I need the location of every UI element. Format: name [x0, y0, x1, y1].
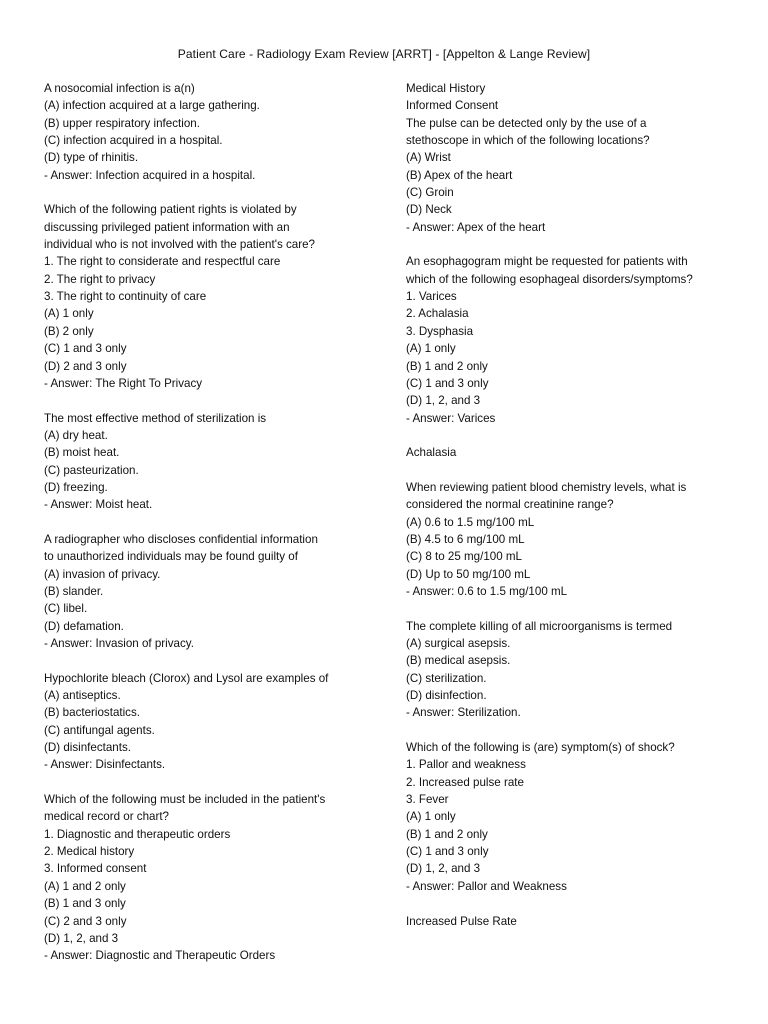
text-line: (C) 1 and 3 only	[44, 342, 127, 356]
text-line: The complete killing of all microorganisms is termed	[406, 619, 673, 633]
text-line: Hypochlorite bleach (Clorox) and Lysol are examples of	[44, 671, 329, 685]
text-line: (C) 1 and 3 only	[406, 845, 489, 859]
text-line: The pulse can be detected only by the use of a	[406, 116, 647, 130]
question-block	[406, 80, 736, 236]
text-line: (B) moist heat.	[44, 446, 120, 460]
right-column	[406, 80, 736, 947]
text-line: An esophagogram might be requested for patients with	[406, 255, 688, 269]
text-line: - Answer: Pallor and Weakness	[406, 879, 567, 893]
text-line: (D) disinfectants.	[44, 741, 131, 755]
text-line: (B) 1 and 3 only	[44, 897, 126, 911]
text-line: 2. Medical history	[44, 845, 135, 859]
text-line: - Answer: Varices	[406, 411, 496, 425]
text-line: When reviewing patient blood chemistry levels, what is	[406, 480, 687, 494]
text-line: 3. Informed consent	[44, 862, 147, 876]
question-block	[406, 739, 736, 895]
text-line: (C) libel.	[44, 602, 88, 616]
text-line: 1. Pallor and weakness	[406, 758, 526, 772]
text-line: (A) 1 only	[44, 307, 94, 321]
text-line: (D) 1, 2, and 3	[406, 394, 481, 408]
text-line: (A) 0.6 to 1.5 mg/100 mL	[406, 515, 535, 529]
text-line: (B) slander.	[44, 584, 104, 598]
text-line: - Answer: Diagnostic and Therapeutic Orders	[44, 949, 276, 963]
text-line: Which of the following must be included in the patient's	[44, 793, 326, 807]
text-line: (C) antifungal agents.	[44, 723, 155, 737]
text-line: 1. Diagnostic and therapeutic orders	[44, 827, 231, 841]
text-line: A radiographer who discloses confidential information	[44, 532, 318, 546]
text-line: - Answer: Sterilization.	[406, 706, 521, 720]
text-line: (D) freezing.	[44, 480, 108, 494]
text-line: stethoscope in which of the following locations?	[406, 134, 650, 148]
text-line: Which of the following is (are) symptom(s) of shock?	[406, 741, 675, 755]
text-line: (B) 2 only	[44, 324, 94, 338]
question-block	[44, 531, 389, 652]
text-line: 2. The right to privacy	[44, 272, 156, 286]
text-line: 3. Fever	[406, 793, 449, 807]
text-line: 1. The right to considerate and respectful care	[44, 255, 281, 269]
text-line: (D) defamation.	[44, 619, 124, 633]
text-line: to unauthorized individuals may be found guilty of	[44, 550, 298, 564]
text-line: (A) surgical asepsis.	[406, 637, 511, 650]
text-line: (D) 1, 2, and 3	[406, 862, 481, 876]
text-line: (C) 1 and 3 only	[406, 376, 489, 390]
text-line: (A) 1 only	[406, 810, 456, 824]
text-line: (B) upper respiratory infection.	[44, 116, 200, 130]
question-block	[406, 479, 736, 600]
text-line: (C) Groin	[406, 186, 454, 200]
text-line: individual who is not involved with the patient's care?	[44, 238, 315, 252]
text-line: (A) dry heat.	[44, 428, 108, 442]
text-line: 3. The right to continuity of care	[44, 290, 207, 304]
page-title: Patient Care - Radiology Exam Review [ARRT] - [Appelton & Lange Review]	[177, 47, 591, 61]
question-block	[406, 444, 736, 461]
text-line: Informed Consent	[406, 99, 499, 113]
text-line: (C) infection acquired in a hospital.	[44, 134, 223, 148]
text-line: 2. Achalasia	[406, 307, 469, 321]
question-block	[44, 201, 389, 392]
text-line: (B) Apex of the heart	[406, 168, 513, 182]
text-line: (D) 1, 2, and 3	[44, 931, 119, 945]
text-line: (A) infection acquired at a large gathering.	[44, 99, 260, 113]
text-line: (B) 4.5 to 6 mg/100 mL	[406, 532, 525, 546]
text-line: (B) 1 and 2 only	[406, 827, 488, 841]
text-line: (A) antiseptics.	[44, 689, 121, 703]
text-line: medical record or chart?	[44, 810, 170, 824]
text-line: (D) Neck	[406, 203, 452, 217]
text-line: discussing privileged patient information with an	[44, 220, 290, 234]
question-block	[44, 670, 389, 774]
text-line: Medical History	[406, 82, 486, 95]
text-line: (D) 2 and 3 only	[44, 359, 127, 373]
text-line: (C) sterilization.	[406, 671, 487, 685]
left-column	[44, 80, 389, 982]
text-line: (A) 1 and 2 only	[44, 879, 126, 893]
text-line: 3. Dysphasia	[406, 324, 474, 338]
question-block	[406, 253, 736, 426]
text-line: (B) 1 and 2 only	[406, 359, 488, 373]
text-line: (A) Wrist	[406, 151, 451, 165]
text-line: - Answer: 0.6 to 1.5 mg/100 mL	[406, 584, 568, 598]
text-line: (D) disinfection.	[406, 689, 487, 703]
text-line: Achalasia	[406, 446, 457, 460]
text-line: (C) 8 to 25 mg/100 mL	[406, 550, 522, 564]
text-line: - Answer: Disinfectants.	[44, 758, 166, 772]
text-line: which of the following esophageal disorders/symptoms?	[406, 272, 693, 286]
question-block	[406, 913, 736, 930]
text-line: - Answer: Apex of the heart	[406, 220, 546, 234]
text-line: (A) invasion of privacy.	[44, 567, 161, 581]
text-line: (D) type of rhinitis.	[44, 151, 139, 165]
question-block	[44, 80, 389, 184]
text-line: considered the normal creatinine range?	[406, 498, 614, 512]
text-line: - Answer: Infection acquired in a hospital.	[44, 168, 256, 182]
text-line: Increased Pulse Rate	[406, 914, 517, 928]
text-line: - Answer: Invasion of privacy.	[44, 637, 194, 650]
text-line: (D) Up to 50 mg/100 mL	[406, 567, 531, 581]
text-line: (B) medical asepsis.	[406, 654, 511, 668]
question-block	[44, 791, 389, 964]
text-line: The most effective method of sterilization is	[44, 411, 267, 425]
text-line: (B) bacteriostatics.	[44, 706, 140, 720]
text-line: 2. Increased pulse rate	[406, 775, 524, 789]
question-block	[44, 410, 389, 514]
text-line: (C) pasteurization.	[44, 463, 139, 477]
text-line: Which of the following patient rights is violated by	[44, 203, 297, 217]
text-line: 1. Varices	[406, 290, 457, 304]
text-line: - Answer: The Right To Privacy	[44, 376, 203, 390]
text-line: A nosocomial infection is a(n)	[44, 82, 195, 95]
question-block	[406, 618, 736, 722]
text-line: - Answer: Moist heat.	[44, 498, 153, 512]
text-line: (C) 2 and 3 only	[44, 914, 127, 928]
text-line: (A) 1 only	[406, 342, 456, 356]
